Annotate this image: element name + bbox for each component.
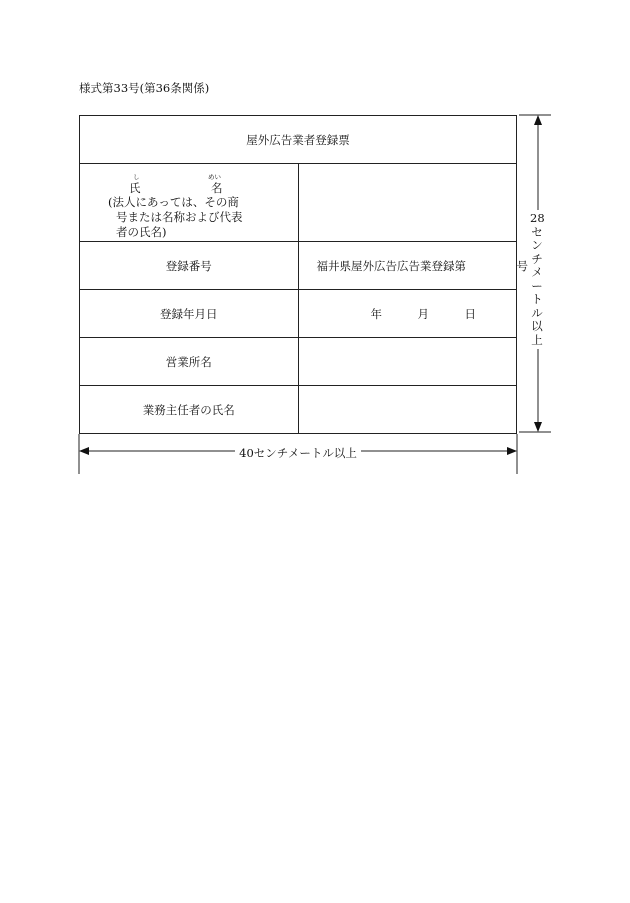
height-char: メ xyxy=(531,265,543,279)
name-note-line: 者の氏名) xyxy=(116,225,167,239)
table-title: 屋外広告業者登録票 xyxy=(80,116,517,164)
date-month: 月 xyxy=(417,307,429,321)
ruby-shi: し xyxy=(133,173,140,181)
name-note-line: 号または名称および代表 xyxy=(116,210,243,224)
date-day: 日 xyxy=(464,307,476,321)
form-number-label: 様式第33号(第36条関係) xyxy=(79,81,210,95)
height-dimension-label xyxy=(530,210,544,349)
manager-name-label: 業務主任者の氏名 xyxy=(80,386,299,434)
office-name-label: 営業所名 xyxy=(80,338,299,386)
height-char: セ xyxy=(531,224,543,239)
arrow-up-icon xyxy=(534,115,542,125)
height-char: 以 xyxy=(531,319,543,333)
height-char: ン xyxy=(531,238,543,252)
name-kanji-shi: 氏 xyxy=(129,181,141,195)
height-char: ト xyxy=(531,292,543,306)
reg-date-label: 登録年月日 xyxy=(80,290,299,338)
height-char: チ xyxy=(531,251,543,266)
reg-number-suffix: 号 xyxy=(516,259,528,273)
reg-number-prefix: 福井県屋外広告広告業登録第 xyxy=(316,259,466,273)
name-kanji-mei: 名 xyxy=(211,181,223,195)
arrow-down-icon xyxy=(534,422,542,432)
reg-number-label: 登録番号 xyxy=(80,242,299,290)
height-char: ル xyxy=(531,305,543,320)
height-char: 28 xyxy=(530,211,545,225)
height-char: ー xyxy=(531,278,543,293)
name-note-line: (法人にあっては、その商 xyxy=(108,195,239,209)
date-year: 年 xyxy=(370,307,382,321)
width-dimension-text: 40センチメートル以上 xyxy=(235,446,361,460)
width-dimension-label xyxy=(79,445,517,461)
height-char: 上 xyxy=(531,332,543,347)
ruby-mei: めい xyxy=(208,173,221,181)
